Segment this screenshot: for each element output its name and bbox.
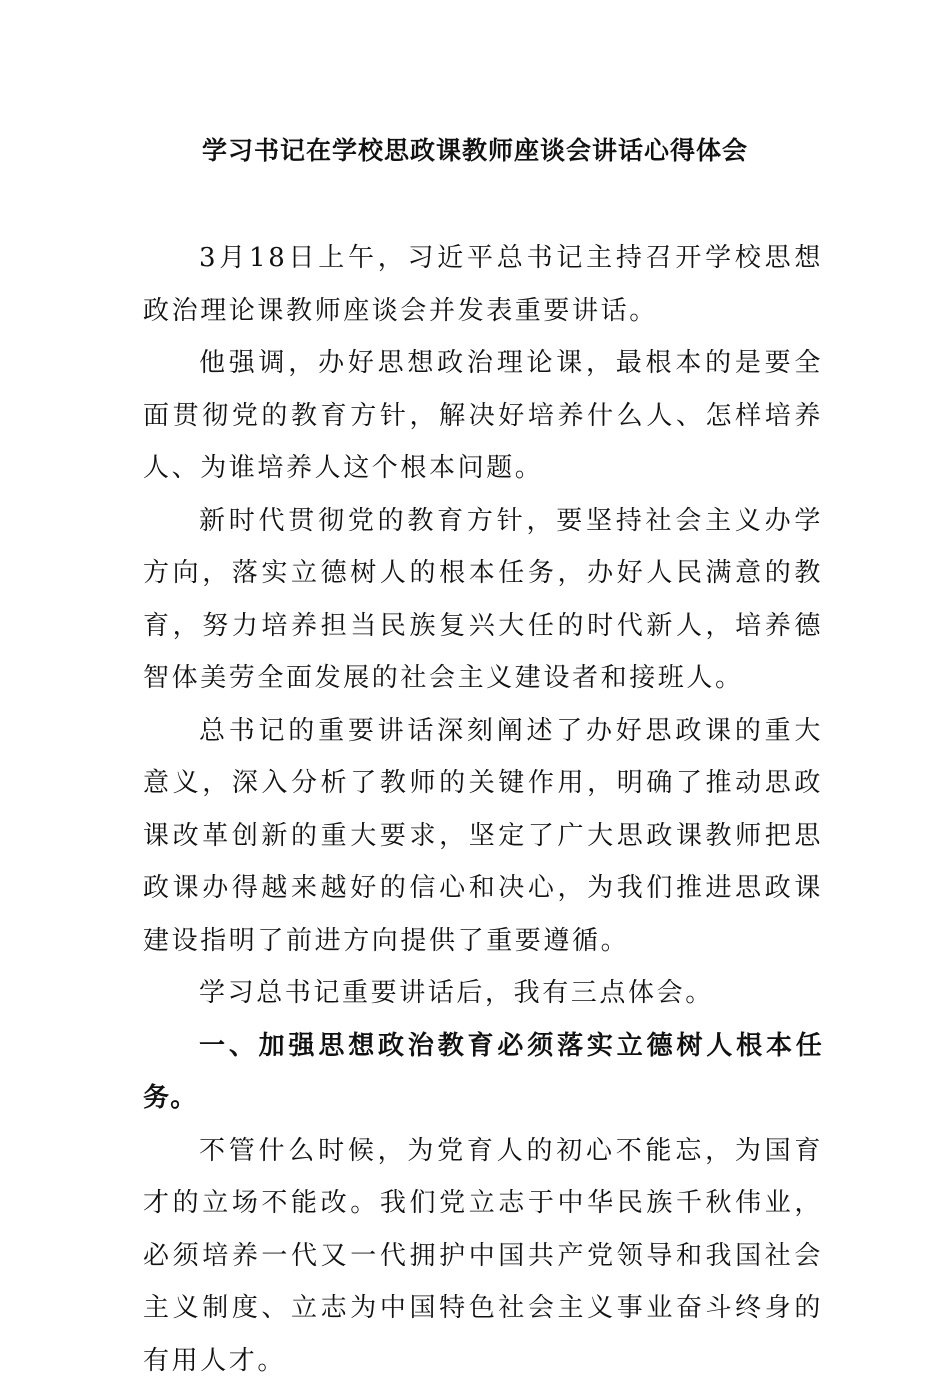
paragraph-emphasis: 他强调，办好思想政治理论课，最根本的是要全面贯彻党的教育方针，解决好培养什么人、怎样培养人、为谁培养人这个根本问题。 [143,337,823,495]
paragraph-three-points: 学习总书记重要讲话后，我有三点体会。 [143,967,823,1020]
paragraph-new-era: 新时代贯彻党的教育方针，要坚持社会主义办学方向，落实立德树人的根本任务，办好人民满意的教育，努力培养担当民族复兴大任的时代新人，培养德智体美劳全面发展的社会主义建设者和接班人。 [143,495,823,705]
paragraph-meeting-intro: 3月18日上午，习近平总书记主持召开学校思想政治理论课教师座谈会并发表重要讲话。 [143,232,823,337]
paragraph-speech-significance: 总书记的重要讲话深刻阐述了办好思政课的重大意义，深入分析了教师的关键作用，明确了推动思政课改革创新的重大要求，坚定了广大思政课教师把思政课办得越来越好的信心和决心，为我们推进思政课建设指明了前进方向提供了重要遵循。 [143,705,823,968]
document-body [143,232,823,1387]
paragraph-original-aspiration: 不管什么时候，为党育人的初心不能忘，为国育才的立场不能改。我们党立志于中华民族千秋伟业，必须培养一代又一代拥护中国共产党领导和我国社会主义制度、立志为中国特色社会主义事业奋斗终身的有用人才。 [143,1125,823,1387]
section-heading-one: 一、加强思想政治教育必须落实立德树人根本任务。 [143,1020,823,1125]
document-title: 学习书记在学校思政课教师座谈会讲话心得体会 [0,133,950,169]
